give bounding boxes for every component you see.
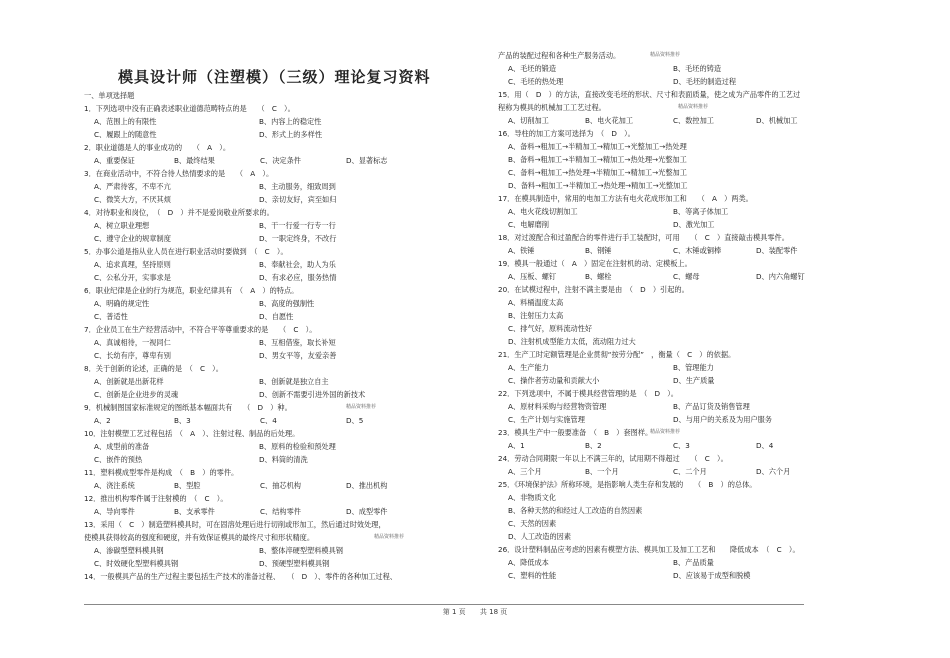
- question-line: [84, 492, 464, 505]
- option-row: [498, 114, 828, 127]
- option: C、结构零件: [260, 507, 301, 516]
- option-row: [498, 179, 828, 192]
- option: A、明确的规定性: [94, 299, 150, 308]
- option: A、铁锤: [508, 246, 535, 255]
- option: C、数控加工: [673, 116, 714, 125]
- option: B、螺栓: [585, 272, 612, 281]
- option: B、产品订货及销售管理: [673, 402, 750, 411]
- option: A、浇注系统: [94, 481, 135, 490]
- option: D、激光加工: [673, 220, 715, 229]
- question-line: [498, 387, 828, 400]
- question-line: [498, 88, 828, 101]
- option: C、电解磨削: [508, 220, 549, 229]
- option: B、支承零件: [174, 507, 215, 516]
- option-row: [498, 400, 828, 413]
- option: B、毛坯的铸造: [673, 64, 722, 73]
- option-row: [498, 153, 828, 166]
- question-text: 5．办事公道是指从业人员在进行职业活动时要做到 （ C ）。: [84, 247, 288, 256]
- option: D、装配零件: [756, 246, 798, 255]
- option-row: [84, 219, 464, 232]
- option: B、注射压力太高: [508, 311, 564, 320]
- option: C、决定条件: [260, 156, 301, 165]
- option: B、互相借鉴，取长补短: [259, 338, 336, 347]
- left-column: [84, 89, 464, 583]
- question-text: 14．一般模具产品的生产过程主要包括生产技术的准备过程、 （ D ）、零件的各种加工过程、: [84, 572, 397, 581]
- question-text: 17．在模具制造中，常用的电加工方法有电火花成形加工和 （ A ）两类。: [498, 194, 753, 203]
- question-text: 8．关于创新的论述，正确的是 （ C ）。: [84, 364, 223, 373]
- option: A、压板、螺钉: [508, 272, 557, 281]
- option: B、最终结果: [174, 156, 215, 165]
- option: D、成型零件: [346, 507, 388, 516]
- watermark-note: 精品资料推荐: [650, 429, 681, 435]
- option: C、塑料的性能: [508, 571, 557, 580]
- question-text: 4．对待职业和岗位， （ D ）并不是爱岗敬业所要求的。: [84, 208, 274, 217]
- question-text: 18．对过渡配合和过盈配合的零件进行手工装配时，可用 （ C ）直接敲击模具零件。: [498, 233, 789, 242]
- option: B、等离子体加工: [673, 207, 729, 216]
- question-line: [84, 167, 464, 180]
- option-row: [498, 361, 828, 374]
- option-row: [84, 414, 464, 427]
- option-row: [498, 556, 828, 569]
- option-row: [498, 413, 828, 426]
- option-row: [498, 569, 828, 582]
- option: C、嵌件的预热: [94, 455, 143, 464]
- option: D、预硬型塑料模具钢: [259, 559, 330, 568]
- option: D、人工改造的因素: [508, 532, 572, 541]
- question-line: [498, 257, 828, 270]
- option: A、树立职业理想: [94, 221, 150, 230]
- question-text: 1．下列选项中没有正确表述职业道德范畴特点的是 （ C ）。: [84, 104, 295, 113]
- option: D、有求必应，服务热情: [259, 273, 337, 282]
- option: C、时效硬化型塑料模具钢: [94, 559, 179, 568]
- option: C、4: [260, 416, 277, 425]
- option-row: [498, 205, 828, 218]
- question-text: 23．模具生产中一般要准备 （ B ）套图样。: [498, 428, 653, 437]
- footer-divider: [84, 604, 804, 605]
- question-line: [498, 348, 828, 361]
- option-row: [84, 388, 464, 401]
- option: C、备料→粗加工→热处理→半精加工→精加工→光整加工: [508, 168, 687, 177]
- question-text: 11．塑料模成型零件是构成 （ B ）的零件。: [84, 468, 239, 477]
- question-text: 10．注射模塑工艺过程包括 （ A ）、注射过程、制品的后处理。: [84, 429, 300, 438]
- question-line: [498, 283, 828, 296]
- question-line: [498, 426, 828, 439]
- question-line: [84, 323, 464, 336]
- watermark-note: 精品资料推荐: [678, 104, 709, 110]
- section-heading: 一、单项选择题: [84, 91, 135, 100]
- question-text-cont: 程称为模具的机械加工工艺过程。: [498, 103, 606, 112]
- question-text: 22．下列选项中，不属于模具经营管理的是 （ D ）。: [498, 389, 678, 398]
- option-row: [498, 439, 828, 452]
- option-row: [498, 166, 828, 179]
- option: A、三个月: [508, 467, 542, 476]
- option-row: [498, 218, 828, 231]
- watermark-note: 精品资料推荐: [346, 404, 377, 410]
- question-text-cont: 使模具获得较高的强度和硬度，并有效保证模具的最终尺寸和形状精度。: [84, 533, 315, 542]
- option-row: [84, 154, 464, 167]
- option: A、切削加工: [508, 116, 549, 125]
- option-row: [84, 180, 464, 193]
- option: C、操作者劳动量和贡献大小: [508, 376, 600, 385]
- question-line: [84, 206, 464, 219]
- option-row: [84, 349, 464, 362]
- option-row: [498, 140, 828, 153]
- option: D、生产质量: [673, 376, 715, 385]
- option: D、料筒的清洗: [259, 455, 308, 464]
- option: D、亲切友好，宾至如归: [259, 195, 337, 204]
- option-row: [84, 453, 464, 466]
- option: A、原材料采购与经营物资管理: [508, 402, 607, 411]
- option: D、与用户的关系及为用户服务: [673, 415, 772, 424]
- option-row: [84, 440, 464, 453]
- question-text: 2．职业道德是人的事业成功的 （ A ）。: [84, 143, 231, 152]
- option: A、严肃待客，不卑不亢: [94, 182, 171, 191]
- option: C、遵守企业的规章制度: [94, 234, 171, 243]
- option: D、机械加工: [756, 116, 798, 125]
- option: A、重要保证: [94, 156, 135, 165]
- question-line-cont: [84, 531, 464, 544]
- option: C、生产计划与实施管理: [508, 415, 585, 424]
- option-row: [84, 115, 464, 128]
- question-line: [84, 362, 464, 375]
- question-line: [84, 466, 464, 479]
- option: C、木锤或铜棒: [673, 246, 722, 255]
- option: A、追求真理，坚持原则: [94, 260, 171, 269]
- right-column: [498, 49, 828, 582]
- option: D、一职定终身，不改行: [259, 234, 337, 243]
- option: A、范围上的有限性: [94, 117, 157, 126]
- option: A、真诚相待，一视同仁: [94, 338, 171, 347]
- question-line: [84, 245, 464, 258]
- option-row: [498, 374, 828, 387]
- option: C、3: [673, 441, 690, 450]
- option: C、毛坯的热处理: [508, 77, 564, 86]
- question-line: [84, 518, 464, 531]
- watermark-note: 精品资料推荐: [650, 52, 681, 58]
- question-text: 24．劳动合同期限一年以上不满三年的，试用期不得超过 （ C ）。: [498, 454, 728, 463]
- option-row: [498, 270, 828, 283]
- option-row: [84, 505, 464, 518]
- page-footer: [0, 607, 950, 617]
- option-row: [498, 491, 828, 504]
- option-row: [498, 335, 828, 348]
- option-row: [84, 310, 464, 323]
- option: B、钢锤: [585, 246, 612, 255]
- question-text: 产品的装配过程和各种生产服务活动。: [498, 51, 621, 60]
- question-text: 3．在商业活动中，不符合待人热情要求的是 （ A ）。: [84, 169, 274, 178]
- question-text: 16．导柱的加工方案可选择为 （ D ）。: [498, 129, 635, 138]
- option-row: [84, 232, 464, 245]
- option: A、降低成本: [508, 558, 549, 567]
- option-row: [498, 465, 828, 478]
- option-row: [84, 258, 464, 271]
- option: B、主动服务，细致周到: [259, 182, 336, 191]
- option: A、1: [508, 441, 525, 450]
- option: D、4: [756, 441, 774, 450]
- option: A、电火花线切割加工: [508, 207, 578, 216]
- option-row: [498, 517, 828, 530]
- option: A、料桶温度太高: [508, 298, 564, 307]
- option: B、内容上的稳定性: [259, 117, 322, 126]
- option: A、渗碳型塑料模具钢: [94, 546, 164, 555]
- option: D、毛坯的制造过程: [673, 77, 737, 86]
- option: D、显著标志: [346, 156, 388, 165]
- option: A、导向零件: [94, 507, 135, 516]
- option: A、备料→粗加工→半精加工→精加工→光整加工→热处理: [508, 142, 687, 151]
- option: B、创新就是独立自主: [259, 377, 329, 386]
- question-text: 6．职业纪律是企业的行为规范，职业纪律具有 （ A ）的特点。: [84, 286, 299, 295]
- question-line: [84, 284, 464, 297]
- option: C、公私分开，实事求是: [94, 273, 171, 282]
- option: A、非物质文化: [508, 493, 557, 502]
- option: D、男女平等，友爱亲善: [259, 351, 337, 360]
- watermark-note: 精品资料推荐: [374, 534, 405, 540]
- question-line: [84, 102, 464, 115]
- option-row: [84, 557, 464, 570]
- option: C、排气好，原料流动性好: [508, 324, 593, 333]
- option: C、普适性: [94, 312, 128, 321]
- option: B、奉献社会，助人为乐: [259, 260, 336, 269]
- question-text: 25．《环境保护法》所称环境，是指影响人类生存和发展的 （ B ）的总体。: [498, 480, 757, 489]
- question-line: [498, 231, 828, 244]
- option: B、型腔: [174, 481, 201, 490]
- page-number: 第 1 页: [442, 608, 466, 616]
- question-text: 7．企业员工在生产经营活动中，不符合平等尊重要求的是 （ C ）。: [84, 325, 317, 334]
- option: B、3: [174, 416, 191, 425]
- option-row: [498, 322, 828, 335]
- option-row: [84, 479, 464, 492]
- question-line: [498, 49, 828, 62]
- option: B、产品质量: [673, 558, 714, 567]
- option: C、履跟上的随意性: [94, 130, 157, 139]
- question-line: [84, 401, 464, 414]
- option-row: [84, 544, 464, 557]
- option-row: [84, 375, 464, 388]
- option: A、生产能力: [508, 363, 549, 372]
- option: B、备料→粗加工→半精加工→精加工→热处理→光整加工: [508, 155, 687, 164]
- question-line: [498, 127, 828, 140]
- option: A、成型前的准备: [94, 442, 150, 451]
- question-text: 15．用（ D ）的方法，直接改变毛坯的形状、尺寸和表面质量，使之成为产品零件的工艺过: [498, 90, 801, 99]
- page-total: 共 18 页: [479, 608, 508, 616]
- option: D、备料→粗加工→半精加工→热处理→精加工→光整加工: [508, 181, 688, 190]
- question-text: 20．在试模过程中，注射不满主要是由 （ D ）引起的。: [498, 285, 689, 294]
- option: D、注射机成型能力太低，流动阻力过大: [508, 337, 636, 346]
- question-line: [498, 452, 828, 465]
- option: B、高度的强制性: [259, 299, 315, 308]
- option: B、原料的检验和预处理: [259, 442, 336, 451]
- question-line: [498, 192, 828, 205]
- option: A、创新就是出新花样: [94, 377, 164, 386]
- option: C、长幼有序，尊卑有别: [94, 351, 171, 360]
- option-row: [498, 75, 828, 88]
- question-text: 13．采用（ C ）制造塑料模具时，可在固溶处理后进行切削或形加工，然后通过时效处理，: [84, 520, 386, 529]
- question-line: [498, 478, 828, 491]
- option-row: [84, 336, 464, 349]
- option: C、天然的因素: [508, 519, 557, 528]
- option-row: [498, 62, 828, 75]
- question-line: [84, 427, 464, 440]
- question-text: 26．设计塑料制品应考虑的因素有模塑方法、模具加工及加工工艺和 降低成本 （ C ）。: [498, 545, 800, 554]
- option-row: [498, 296, 828, 309]
- option: C、创新是企业进步的灵魂: [94, 390, 179, 399]
- question-line: [84, 141, 464, 154]
- option: D、内六角螺钉: [756, 272, 805, 281]
- question-line: [498, 543, 828, 556]
- option: B、各种天然的和经过人工改造的自然因素: [508, 506, 643, 515]
- question-text: 12．推出机构零件属于注射模的 （ C ）。: [84, 494, 228, 503]
- option: A、2: [94, 416, 111, 425]
- question-line-cont: [498, 101, 828, 114]
- option: D、5: [346, 416, 364, 425]
- option: B、管理能力: [673, 363, 714, 372]
- option: C、微笑大方，不厌其烦: [94, 195, 171, 204]
- question-text: 21．生产工时定额管理是企业贯彻“按劳分配” ，衡量（ C ）的依据。: [498, 350, 736, 359]
- option: D、自愿性: [259, 312, 294, 321]
- option: C、螺母: [673, 272, 700, 281]
- option: C、抽芯机构: [260, 481, 301, 490]
- option: C、二个月: [673, 467, 707, 476]
- option: D、创新不需要引进外国的新技术: [259, 390, 366, 399]
- question-text: 9．机械制图国家标准规定的图纸基本幅面共有 （ D ）种。: [84, 403, 292, 412]
- option: B、干一行爱一行专一行: [259, 221, 336, 230]
- option-row: [84, 193, 464, 206]
- question-text: 19．模具一般通过（ A ）固定在注射机的动、定模板上。: [498, 259, 692, 268]
- option-row: [84, 128, 464, 141]
- option-row: [498, 530, 828, 543]
- option: D、推出机构: [346, 481, 388, 490]
- option: D、形式上的多样性: [259, 130, 323, 139]
- option-row: [84, 297, 464, 310]
- option: B、2: [585, 441, 602, 450]
- option: B、整体淬硬型塑料模具钢: [259, 546, 343, 555]
- option-row: [498, 244, 828, 257]
- option-row: [498, 504, 828, 517]
- option: B、电火花加工: [585, 116, 634, 125]
- option: B、一个月: [585, 467, 619, 476]
- option-row: [498, 309, 828, 322]
- question-line: [84, 570, 464, 583]
- option: D、应该易于成型和脱模: [673, 571, 751, 580]
- option-row: [84, 271, 464, 284]
- option: A、毛坯的锻造: [508, 64, 557, 73]
- option: D、六个月: [756, 467, 791, 476]
- document-title: 模具设计师（注塑模）（三级）理论复习资料: [118, 68, 431, 86]
